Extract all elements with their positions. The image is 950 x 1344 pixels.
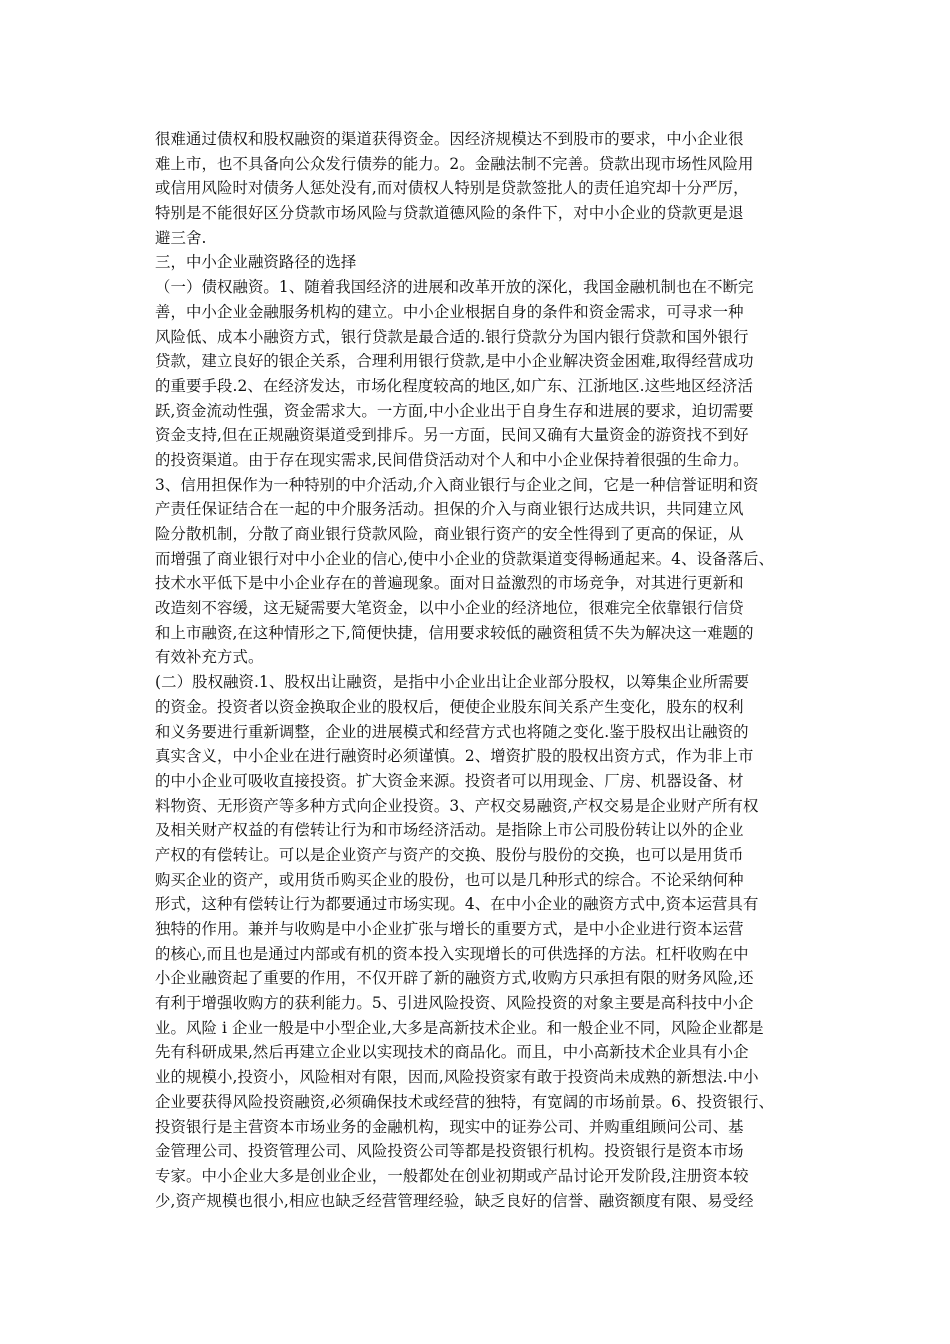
text-line: 的中小企业可吸收直接投资。扩大资金来源。投资者可以用现金、厂房、机器设备、材 xyxy=(155,771,744,790)
text-line: 和义务要进行重新调整，企业的进展模式和经营方式也将随之变化.鉴于股权出让融资的 xyxy=(155,722,749,741)
text-line: 专家。中小企业大多是创业企业，一般都处在创业初期或产品讨论开发阶段,注册资本较 xyxy=(155,1166,749,1185)
text-line: 风险低、成本小融资方式，银行贷款是最合适的.银行贷款分为国内银行贷款和国外银行 xyxy=(155,327,749,346)
document-body-text xyxy=(155,127,835,1213)
text-line: 的资金。投资者以资金换取企业的股权后，便使企业股东间关系产生变化，股东的权利 xyxy=(155,697,744,716)
text-line: （一）债权融资。1、随着我国经济的进展和改革开放的深化，我国金融机制也在不断完 xyxy=(155,278,754,297)
text-line: 避三舍. xyxy=(155,228,207,247)
text-line: 跃,资金流动性强，资金需求大。一方面,中小企业出于自身生存和进展的要求，迫切需要 xyxy=(155,401,754,420)
text-line: 形式，这种有偿转让行为都要通过市场实现。4、在中小企业的融资方式中,资本运营具有 xyxy=(155,895,759,914)
text-line: 产权的有偿转让。可以是企业资产与资产的交换、股份与股份的交换，也可以是用货币 xyxy=(155,845,744,864)
text-line: 料物资、无形资产等多种方式向企业投资。3、产权交易融资,产权交易是企业财产所有权 xyxy=(155,796,759,815)
text-line: 购买企业的资产，或用货币购买企业的股份，也可以是几种形式的综合。不论采纳何种 xyxy=(155,870,744,889)
text-line: 的重要手段.2、在经济发达，市场化程度较高的地区,如广东、江浙地区.这些地区经济活 xyxy=(155,376,754,395)
text-line: 金管理公司、投资管理公司、风险投资公司等都是投资银行机构。投资银行是资本市场 xyxy=(155,1142,744,1161)
text-line: 三，中小企业融资路径的选择 xyxy=(155,253,357,272)
text-line: 业。风险 i 企业一般是中小型企业,大多是高新技术企业。和一般企业不同，风险企业都是 xyxy=(155,1018,764,1037)
text-line: 企业要获得风险投资融资,必须确保技术或经营的独特，有宽阔的市场前景。6、投资银行、 xyxy=(155,1092,775,1111)
text-line: 真实含义，中小企业在进行融资时必须谨慎。2、增资扩股的股权出资方式，作为非上市 xyxy=(155,747,754,766)
text-line: 及相关财产权益的有偿转让行为和市场经济活动。是指除上市公司股份转让以外的企业 xyxy=(155,821,744,840)
text-line: 特别是不能很好区分贷款市场风险与贷款道德风险的条件下，对中小企业的贷款更是退 xyxy=(155,204,744,223)
text-line: 少,资产规模也很小,相应也缺乏经营管理经验，缺乏良好的信誉、融资额度有限、易受经 xyxy=(155,1191,754,1210)
text-line: 业的规模小,投资小，风险相对有限，因而,风险投资家有敢于投资尚未成熟的新想法.中小 xyxy=(155,1068,759,1087)
text-line: 先有科研成果,然后再建立企业以实现技术的商品化。而且，中小高新技术企业具有小企 xyxy=(155,1043,749,1062)
text-line: 的核心,而且也是通过内部或有机的资本投入实现增长的可供选择的方法。杠杆收购在中 xyxy=(155,944,749,963)
text-line: 险分散机制，分散了商业银行贷款风险，商业银行资产的安全性得到了更高的保证，从 xyxy=(155,525,744,543)
text-line: 投资银行是主营资本市场业务的金融机构，现实中的证券公司、并购重组顾问公司、基 xyxy=(155,1117,744,1136)
text-line: 改造刻不容缓，这无疑需要大笔资金，以中小企业的经济地位，很难完全依靠银行信贷 xyxy=(155,599,744,618)
text-line: 技术水平低下是中小企业存在的普遍现象。面对日益激烈的市场竞争，对其进行更新和 xyxy=(155,574,744,593)
text-line: 产责任保证结合在一起的中介服务活动。担保的介入与商业银行达成共识，共同建立风 xyxy=(155,500,744,519)
text-line: 小企业融资起了重要的作用，不仅开辟了新的融资方式,收购方只承担有限的财务风险,还 xyxy=(155,969,754,988)
text-line: 善，中小企业金融服务机构的建立。中小企业根据自身的条件和资金需求，可寻求一种 xyxy=(155,302,744,321)
text-line: 或信用风险时对债务人惩处没有,而对债权人特别是贷款签批人的责任追究却十分严厉， xyxy=(155,179,749,198)
text-line: 有利于增强收购方的获利能力。5、引进风险投资、风险投资的对象主要是高科技中小企 xyxy=(155,994,754,1013)
text-line: 3、信用担保作为一种特别的中介活动,介入商业银行与企业之间，它是一种信誉证明和资 xyxy=(155,475,759,494)
text-line: 资金支持,但在正规融资渠道受到排斥。另一方面，民间又确有大量资金的游资找不到好 xyxy=(155,426,749,445)
text-line: 和上市融资,在这种情形之下,简便快捷，信用要求较低的融资租赁不失为解决这一难题的 xyxy=(155,623,754,642)
text-line: 的投资渠道。由于存在现实需求,民间借贷活动对个人和中小企业保持着很强的生命力。 xyxy=(155,450,749,469)
text-line: 很难通过债权和股权融资的渠道获得资金。因经济规模达不到股市的要求，中小企业很 xyxy=(155,130,744,148)
text-line: (二）股权融资.1、股权出让融资，是指中小企业出让企业部分股权，以筹集企业所需要 xyxy=(155,673,750,692)
text-line: 有效补充方式。 xyxy=(155,648,264,667)
text-line: 而增强了商业银行对中小企业的信心,使中小企业的贷款渠道变得畅通起来。4、设备落后、 xyxy=(155,549,775,568)
text-line: 贷款，建立良好的银企关系，合理利用银行贷款,是中小企业解决资金困难,取得经营成功 xyxy=(155,352,754,371)
text-line: 难上市，也不具备向公众发行债券的能力。2。金融法制不完善。贷款出现市场性风险用 xyxy=(155,154,754,173)
text-line: 独特的作用。兼并与收购是中小企业扩张与增长的重要方式，是中小企业进行资本运营 xyxy=(155,920,744,938)
